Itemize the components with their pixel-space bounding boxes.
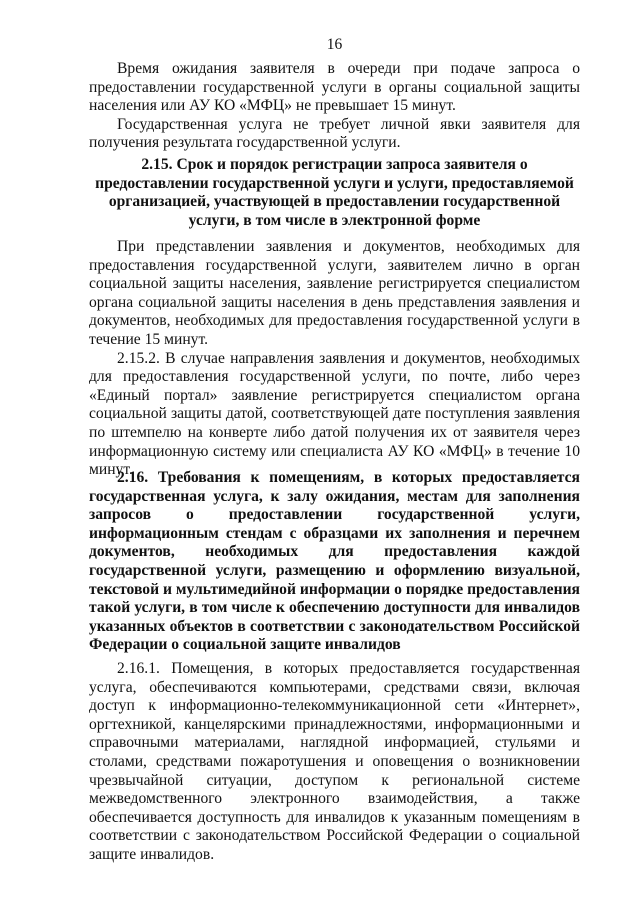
intro-block xyxy=(89,60,580,153)
page-number: 16 xyxy=(326,36,343,53)
intro-paragraph-1: Время ожидания заявителя в очереди при подаче запроса о предоставлении государственной услуги в органы социальной защиты населения или АУ КО «МФЦ» не превышает 15 минут. xyxy=(89,60,580,115)
section-2-16-heading: 2.16. Требования к помещениям, в которых предоставляется государственная услуга, к залу ожидания, местам для заполнения запросов о предоставлении государственной услуги, информационным стендам с образцами их заполнения и перечнем документов, необходимых для предоставления каждой государственной услуги, размещению и оформлению визуальной, текстовой и мультимедийной информации о порядке предоставления такой услуги, в том числе к обеспечению доступности для инвалидов указанных объектов в соответствии с законодательством Российской Федерации о социальной защите инвалидов xyxy=(89,469,580,654)
section-2-16-heading-block xyxy=(89,469,580,655)
section-2-15-paragraph-2: 2.15.2. В случае направления заявления и документов, необходимых для предоставления государственной услуги, по почте, либо через «Единый портал» заявление регистрируется специалистом органа социальной защиты датой, соответствующей дате поступления заявления по штемпелю на конверте либо датой получения их от заявителя через информационную систему или специалиста АУ КО «МФЦ» в течение 10 минут. xyxy=(89,349,580,479)
section-2-16-body xyxy=(89,660,580,865)
section-2-15-heading-block xyxy=(89,156,580,230)
section-2-15-body xyxy=(89,238,580,480)
section-2-16-paragraph-1: 2.16.1. Помещения, в которых предоставляется государственная услуга, обеспечиваются компьютерами, средствами связи, включая доступ к информационно-телекоммуникационной сети «Интернет», оргтехникой, канцелярскими принадлежностями, информационными и справочными материалами, наглядной информацией, стульями и столами, средствами пожаротушения и оповещения о возникновении чрезвычайной ситуации, доступом к региональной системе межведомственного электронного взаимодействия, а также обеспечивается доступность для инвалидов к указанным помещениям в соответствии с законодательством Российской Федерации о социальной защите инвалидов. xyxy=(89,660,580,863)
intro-paragraph-2: Государственная услуга не требует личной явки заявителя для получения результата государственной услуги. xyxy=(89,115,580,152)
section-2-15-heading: 2.15. Срок и порядок регистрации запроса заявителя о предоставлении государственной услуги и услуги, предоставляемой организацией, участвующей в предоставлении государственной услуги, в том числе в электронной форме xyxy=(95,156,574,229)
section-2-15-paragraph-1: При представлении заявления и документов, необходимых для предоставления государственной услуги, заявителем лично в орган социальной защиты населения, заявление регистрируется специалистом органа социальной защиты населения в день представления заявления и документов, необходимых для предоставления государственной услуги в течение 15 минут. xyxy=(89,238,580,348)
